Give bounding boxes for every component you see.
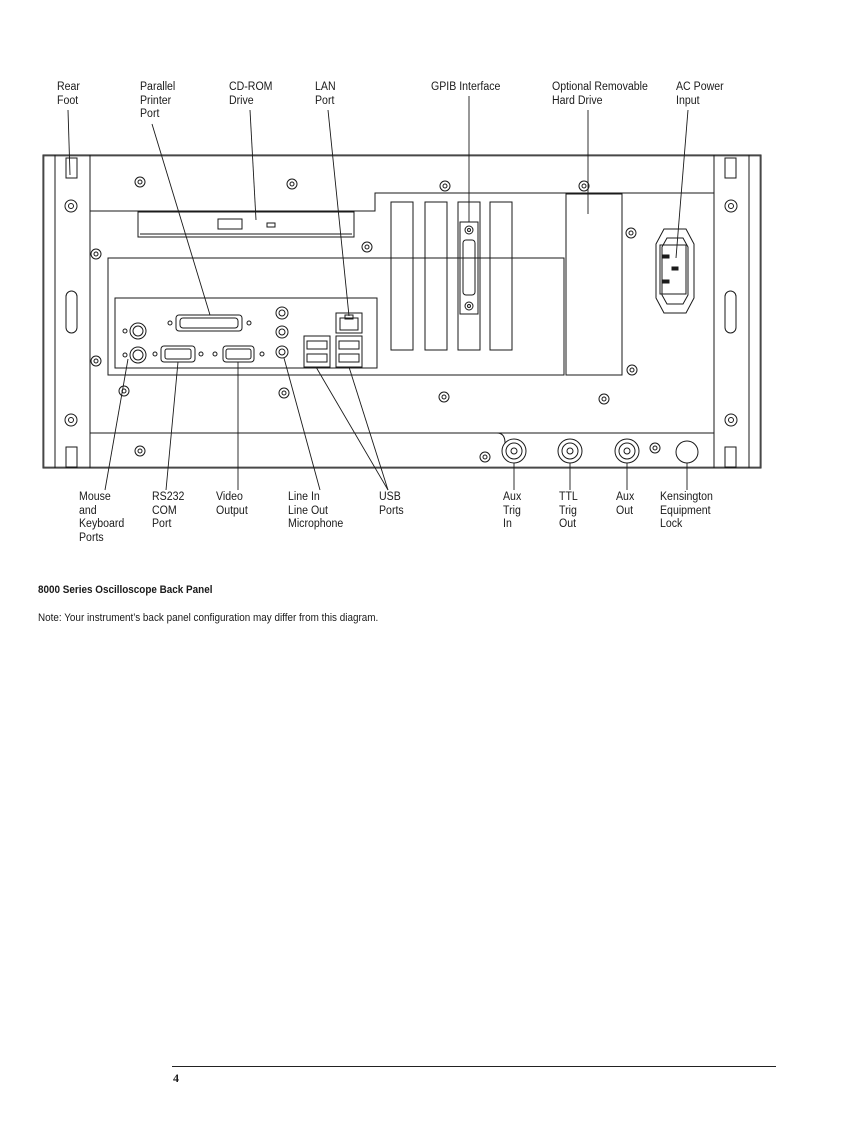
figure-note: Note: Your instrument’s back panel configuration may differ from this diagram. <box>38 612 379 624</box>
label-rs232-com-port: RS232 COM Port <box>152 491 185 530</box>
aux-trig-in-bnc <box>502 439 526 463</box>
left-rail <box>55 155 90 468</box>
label-parallel-printer-port: Parallel Printer Port <box>140 81 176 120</box>
label-aux-trig-in: Aux Trig In <box>503 491 522 530</box>
audio-jacks <box>276 307 288 358</box>
expansion-slot-3-gpib <box>458 202 480 350</box>
back-panel-diagram <box>0 0 866 560</box>
removable-hard-drive <box>566 194 622 375</box>
label-cdrom-drive: CD-ROM Drive <box>229 81 273 107</box>
label-lan-port: LAN Port <box>315 81 336 107</box>
gpib-connector <box>460 222 478 314</box>
left-rail-slot <box>66 291 77 333</box>
figure-caption: 8000 Series Oscilloscope Back Panel <box>38 584 213 596</box>
label-aux-out: Aux Out <box>616 491 635 517</box>
page-number: 4 <box>173 1071 179 1085</box>
expansion-slot-4 <box>490 202 512 350</box>
label-mouse-keyboard-ports: Mouse and Keyboard Ports <box>79 491 125 544</box>
expansion-slot-1 <box>391 202 413 350</box>
right-rail <box>714 155 749 468</box>
ttl-trig-out-bnc <box>558 439 582 463</box>
parallel-port-connector <box>168 315 251 331</box>
label-usb-ports: USB Ports <box>379 491 404 517</box>
label-gpib-interface: GPIB Interface <box>431 81 501 93</box>
label-optional-hard-drive: Optional Removable Hard Drive <box>552 81 648 107</box>
aux-out-bnc <box>615 439 639 463</box>
label-kensington-lock: Kensington Equipment Lock <box>660 491 713 530</box>
label-ttl-trig-out: TTL Trig Out <box>559 491 578 530</box>
expansion-slot-2 <box>425 202 447 350</box>
cdrom-drive <box>138 212 354 237</box>
rs232-connector <box>153 346 203 362</box>
label-audio-ports: Line In Line Out Microphone <box>288 491 344 530</box>
mouse-keyboard-ports <box>123 323 146 363</box>
ac-power-inlet <box>656 229 694 313</box>
label-rear-foot: Rear Foot <box>57 81 80 107</box>
label-video-output: Video Output <box>216 491 248 517</box>
footer-rule <box>172 1066 776 1067</box>
kensington-lock-slot <box>676 441 698 463</box>
video-output-connector <box>213 346 264 362</box>
usb-connectors <box>304 336 362 367</box>
right-rail-slot <box>725 291 736 333</box>
label-ac-power-input: AC Power Input <box>676 81 724 107</box>
